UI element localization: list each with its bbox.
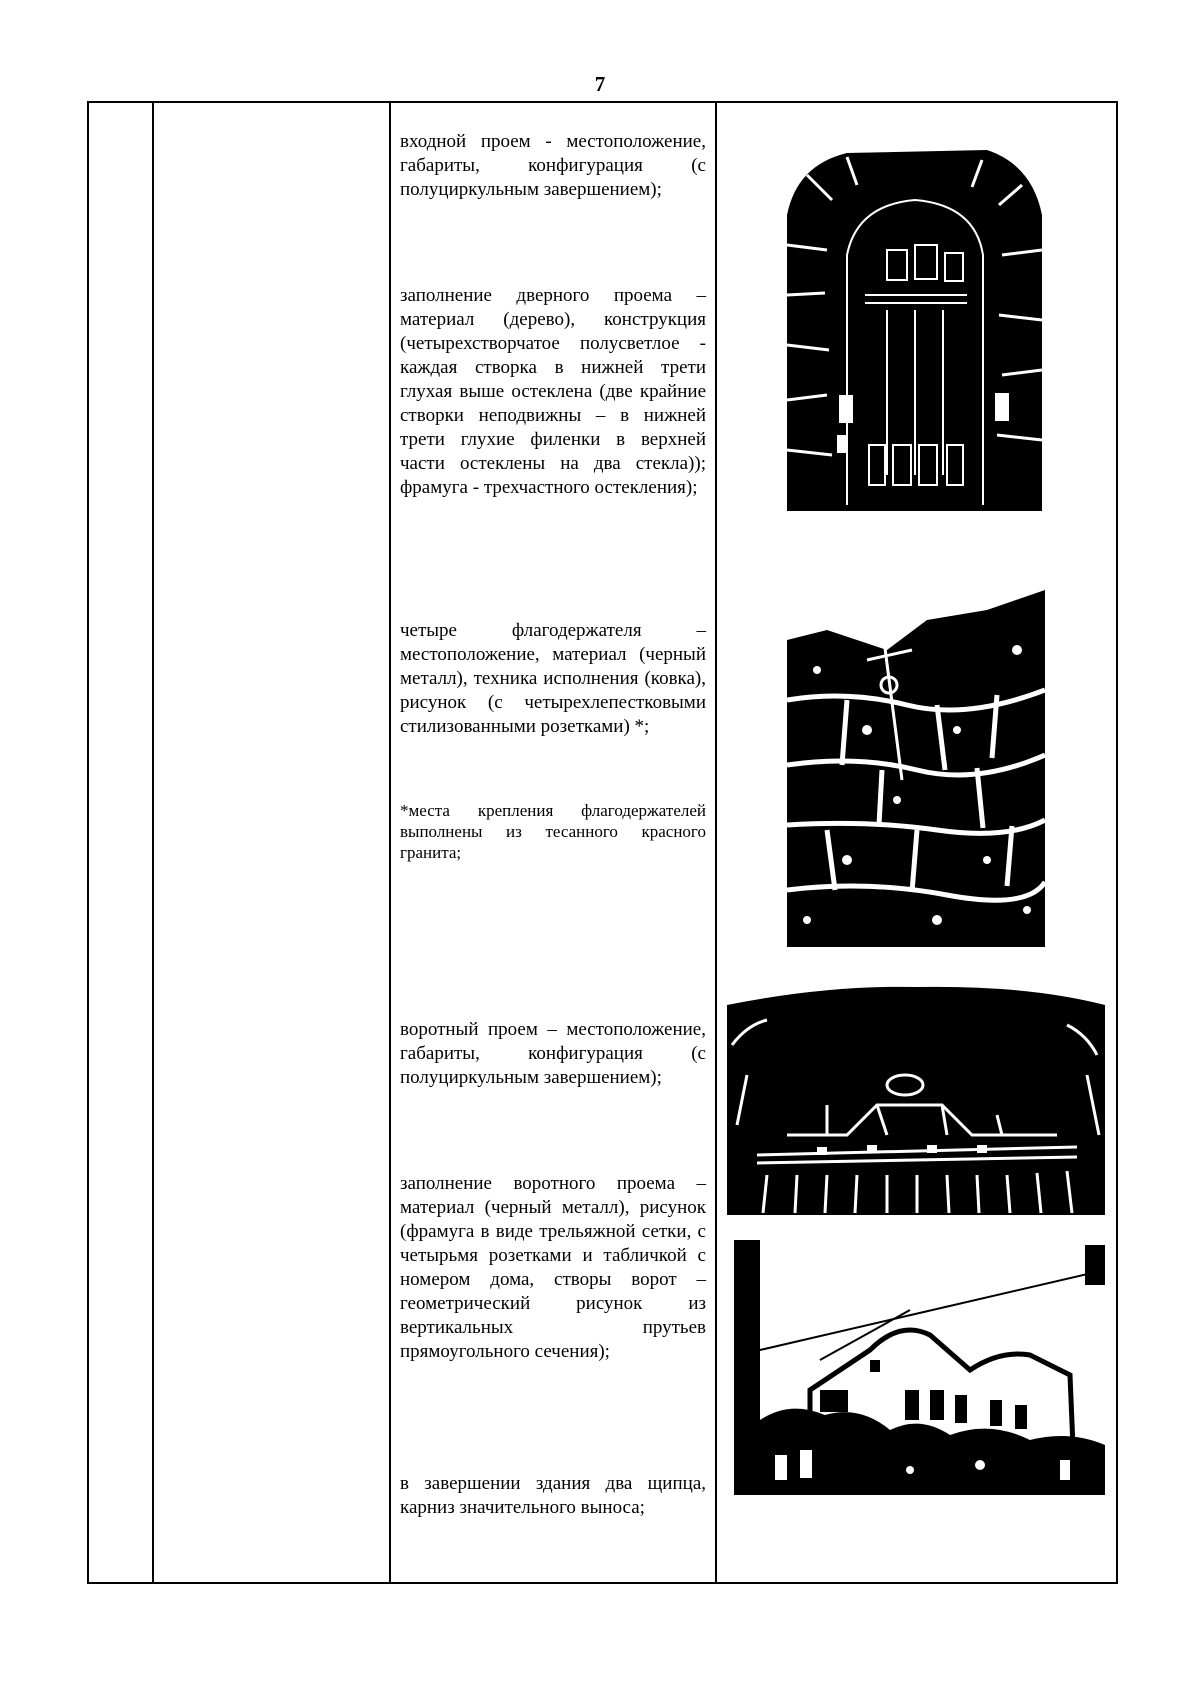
flag-holders-note-text: *места крепления флагодержателей выполнены из тесанного красного гранита; xyxy=(400,801,706,862)
column-divider-3 xyxy=(715,103,717,1582)
entrance-opening-text: входной проем - местоположение, габариты, конфигурация (с полуциркульным завершением); xyxy=(400,131,706,200)
gate-opening-text: воротный проем – местоположение, габариты, конфигурация (с полуциркульным завершением); xyxy=(400,1019,706,1088)
gate-filling-text: заполнение воротного проема – материал (черный металл), рисунок (фрамуга в виде трельяжной сетки, с четырьмя розетками и табличкой с номером дома, створы ворот – геометрический рисунок из вертикальных прутьев прямоугольного сечения); xyxy=(400,1173,706,1362)
photo-gate xyxy=(727,985,1105,1215)
photo-entrance-door xyxy=(787,145,1042,511)
photo-flag-holder xyxy=(787,590,1045,947)
gables-text: в завершении здания два щипца, карниз значительного выноса; xyxy=(400,1473,706,1518)
column-divider-2 xyxy=(389,103,391,1582)
page-number: 7 xyxy=(594,72,606,96)
column-divider-1 xyxy=(152,103,154,1582)
flag-holders-text: четыре флагодержателя – местоположение, материал (черный металл), техника исполнения (ковка), рисунок (с четырехлепестковыми стилизованными розетками) *; xyxy=(400,620,706,737)
photo-gables xyxy=(730,1240,1105,1495)
door-filling-text: заполнение дверного проема – материал (дерево), конструкция (четырехстворчатое полусветлое - каждая створка в нижней трети глухая выше остеклена (две крайние створки неподвижны – в нижней трети глухие филенки в верхней части остеклены на два стекла)); фрамуга - трехчастного остекления); xyxy=(400,285,706,498)
